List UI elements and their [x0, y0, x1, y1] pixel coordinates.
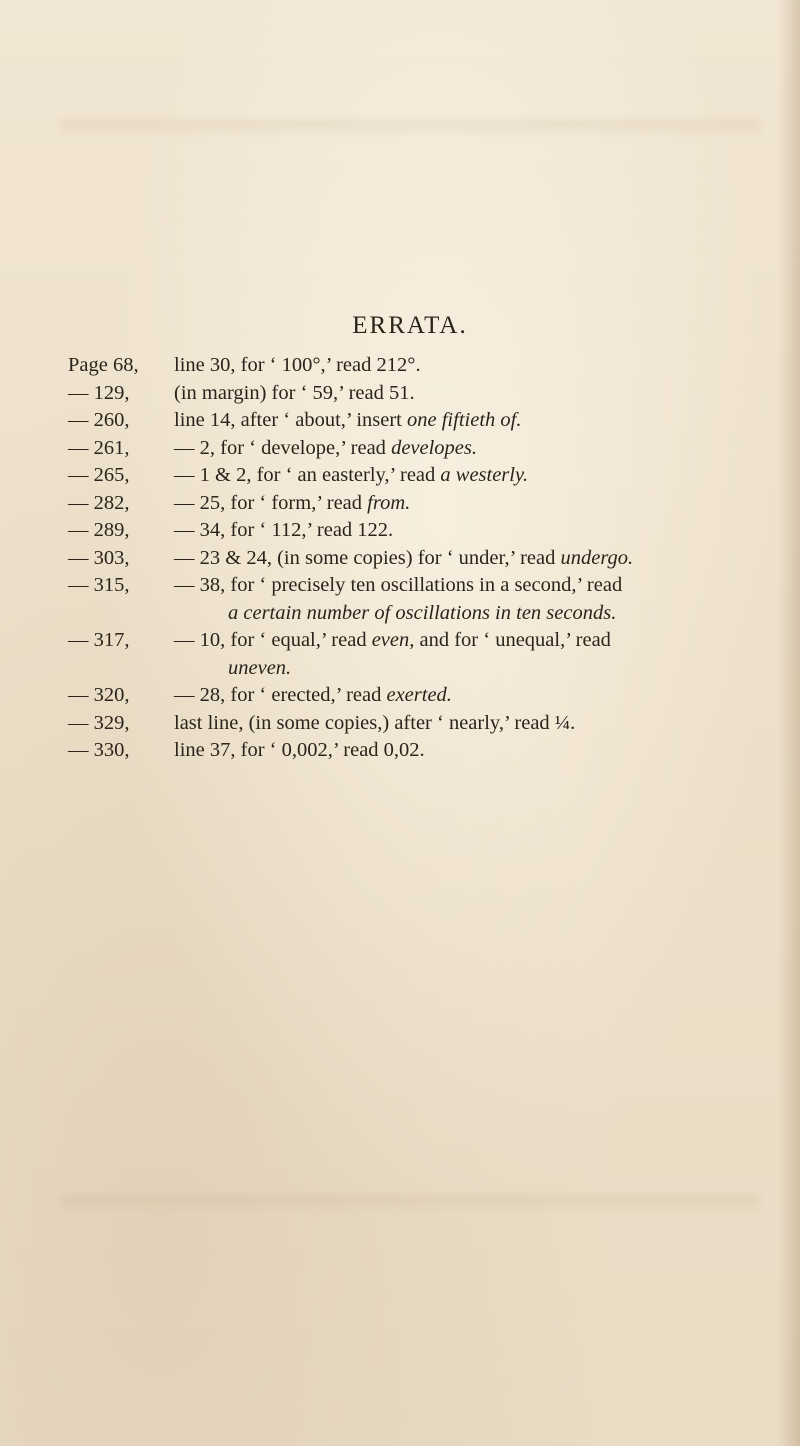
errata-page-ref: — 265, [68, 464, 130, 486]
errata-correction [174, 682, 452, 710]
errata-entry [68, 710, 768, 738]
errata-entry [68, 462, 768, 490]
errata-italic-text: a westerly. [440, 464, 529, 486]
errata-correction [228, 600, 616, 628]
errata-page-ref: — 317, [68, 629, 130, 651]
errata-correction [174, 545, 633, 573]
errata-text: (in margin) for ‘ 59,’ read 51. [174, 381, 415, 404]
errata-text: and for ‘ unequal,’ read [414, 629, 611, 651]
errata-correction [174, 572, 622, 600]
errata-italic-text: from. [367, 491, 411, 514]
errata-italic-text: a certain number of oscillations in ten seconds. [228, 601, 617, 624]
errata-page-ref: — 330, [68, 739, 130, 761]
errata-text: — 25, for ‘ form,’ read [174, 491, 368, 514]
errata-text: — 2, for ‘ develope,’ read [174, 436, 392, 459]
errata-page-ref: — 303, [68, 546, 130, 569]
errata-italic-text: uneven. [228, 656, 292, 679]
errata-entry [68, 517, 768, 545]
paper-fold-shadow-bottom [60, 1195, 760, 1213]
errata-italic-text: even, [371, 629, 415, 651]
errata-continuation-line [68, 655, 768, 683]
errata-page-ref: — 329, [68, 711, 130, 734]
page-title: ERRATA. [352, 312, 468, 339]
errata-page-ref: — 260, [68, 409, 130, 431]
errata-italic-text: exerted. [386, 684, 452, 706]
errata-text: — 23 & 24, (in some copies) for ‘ under,’ read [174, 546, 561, 569]
errata-correction [174, 380, 415, 408]
errata-entry [68, 380, 768, 408]
errata-entry [68, 407, 768, 435]
errata-entry [68, 627, 768, 655]
errata-correction [174, 407, 521, 435]
errata-text: — 34, for ‘ 112,’ read 122. [174, 519, 394, 541]
errata-entry [68, 737, 768, 765]
errata-page-ref: — 282, [68, 491, 130, 514]
errata-text: — 10, for ‘ equal,’ read [174, 629, 372, 651]
errata-entry [68, 352, 768, 380]
errata-text: line 37, for ‘ 0,002,’ read 0,02. [174, 739, 425, 761]
errata-italic-text: developes. [391, 436, 478, 459]
errata-text: line 30, for ‘ 100°,’ read 212°. [174, 354, 421, 376]
errata-page-ref: — 315, [68, 574, 130, 596]
errata-page-ref: — 320, [68, 684, 130, 706]
errata-correction [228, 655, 291, 683]
errata-entry [68, 435, 768, 463]
errata-list [68, 352, 768, 765]
errata-correction [174, 462, 528, 490]
errata-entry [68, 572, 768, 600]
errata-text: — 28, for ‘ erected,’ read [174, 684, 387, 706]
errata-page-ref: — 129, [68, 381, 130, 404]
errata-italic-text: one fiftieth of. [407, 409, 522, 431]
errata-entry [68, 545, 768, 573]
errata-page-ref: Page 68, [68, 354, 139, 376]
errata-continuation-line [68, 600, 768, 628]
paper-fold-shadow [60, 120, 760, 138]
errata-correction [174, 517, 393, 545]
errata-entry [68, 490, 768, 518]
errata-entry [68, 682, 768, 710]
errata-correction [174, 710, 575, 738]
errata-text: — 1 & 2, for ‘ an easterly,’ read [174, 464, 441, 486]
errata-text: last line, (in some copies,) after ‘ nearly,’ read ¼. [174, 711, 576, 734]
errata-correction [174, 737, 425, 765]
errata-page-ref: — 289, [68, 519, 130, 541]
paper-edge-shadow [778, 0, 800, 1446]
errata-page-ref: — 261, [68, 436, 130, 459]
errata-text: — 38, for ‘ precisely ten oscillations in a second,’ read [174, 574, 623, 596]
errata-text: line 14, after ‘ about,’ insert [174, 409, 408, 431]
errata-correction [174, 352, 421, 380]
errata-correction [174, 490, 410, 518]
errata-correction [174, 627, 611, 655]
errata-correction [174, 435, 477, 463]
errata-italic-text: undergo. [560, 546, 634, 569]
